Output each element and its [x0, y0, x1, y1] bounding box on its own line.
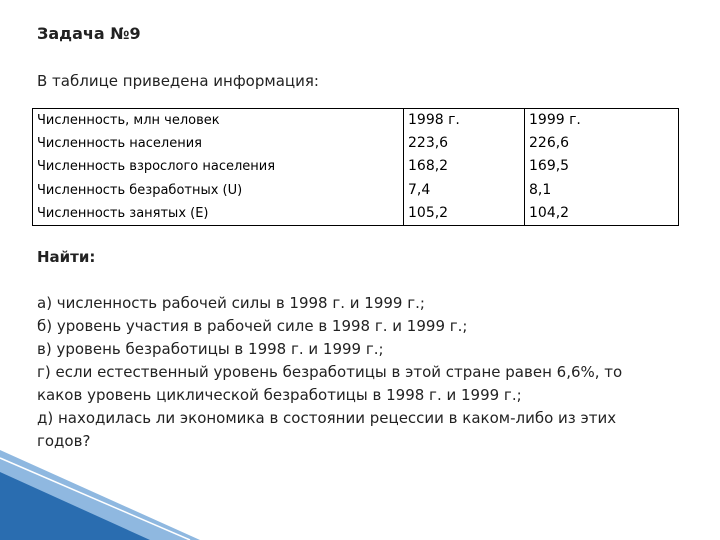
table-cell: Численность населения	[33, 132, 404, 155]
questions-list	[37, 292, 677, 453]
table-cell: Численность занятых (E)	[33, 202, 404, 226]
question-line: каков уровень циклической безработицы в 1998 г. и 1999 г.;	[37, 386, 522, 404]
data-table	[32, 108, 679, 226]
table-cell: 105,2	[404, 202, 525, 226]
question-line: в) уровень безработицы в 1998 г. и 1999 г.;	[37, 340, 384, 358]
question-line: б) уровень участия в рабочей силе в 1998 г. и 1999 г.;	[37, 317, 468, 335]
table-cell: 226,6	[529, 135, 570, 152]
question-line: д) находилась ли экономика в состоянии рецессии в каком-либо из этих	[37, 409, 617, 427]
find-heading: Найти:	[37, 248, 96, 266]
table-cell: Численность безработных (U)	[33, 179, 404, 202]
table-cell: 1998 г.	[404, 109, 525, 133]
table-cell: Численность взрослого населения	[33, 155, 404, 178]
table-cell: 223,6	[404, 132, 525, 155]
table-row	[33, 202, 679, 226]
table-cell: 169,5	[529, 158, 570, 175]
table-row	[33, 132, 679, 155]
table-row	[33, 179, 679, 202]
table-cell: Численность, млн человек	[33, 109, 404, 133]
task-title: Задача №9	[37, 24, 141, 43]
table-cell: 8,1	[529, 181, 552, 198]
question-line: г) если естественный уровень безработицы в этой стране равен 6,6%, то	[37, 363, 623, 381]
table-cell: 168,2	[404, 155, 525, 178]
corner-decoration	[0, 450, 200, 540]
question-line: а) численность рабочей силы в 1998 г. и 1999 г.;	[37, 294, 425, 312]
table-cell: 7,4	[404, 179, 525, 202]
intro-text: В таблице приведена информация:	[37, 72, 319, 90]
question-line: годов?	[37, 432, 91, 450]
table-cell: 104,2	[529, 204, 570, 221]
table-cell: 1999 г.	[529, 112, 581, 129]
table-row	[33, 155, 679, 178]
table-row-header	[33, 109, 679, 133]
